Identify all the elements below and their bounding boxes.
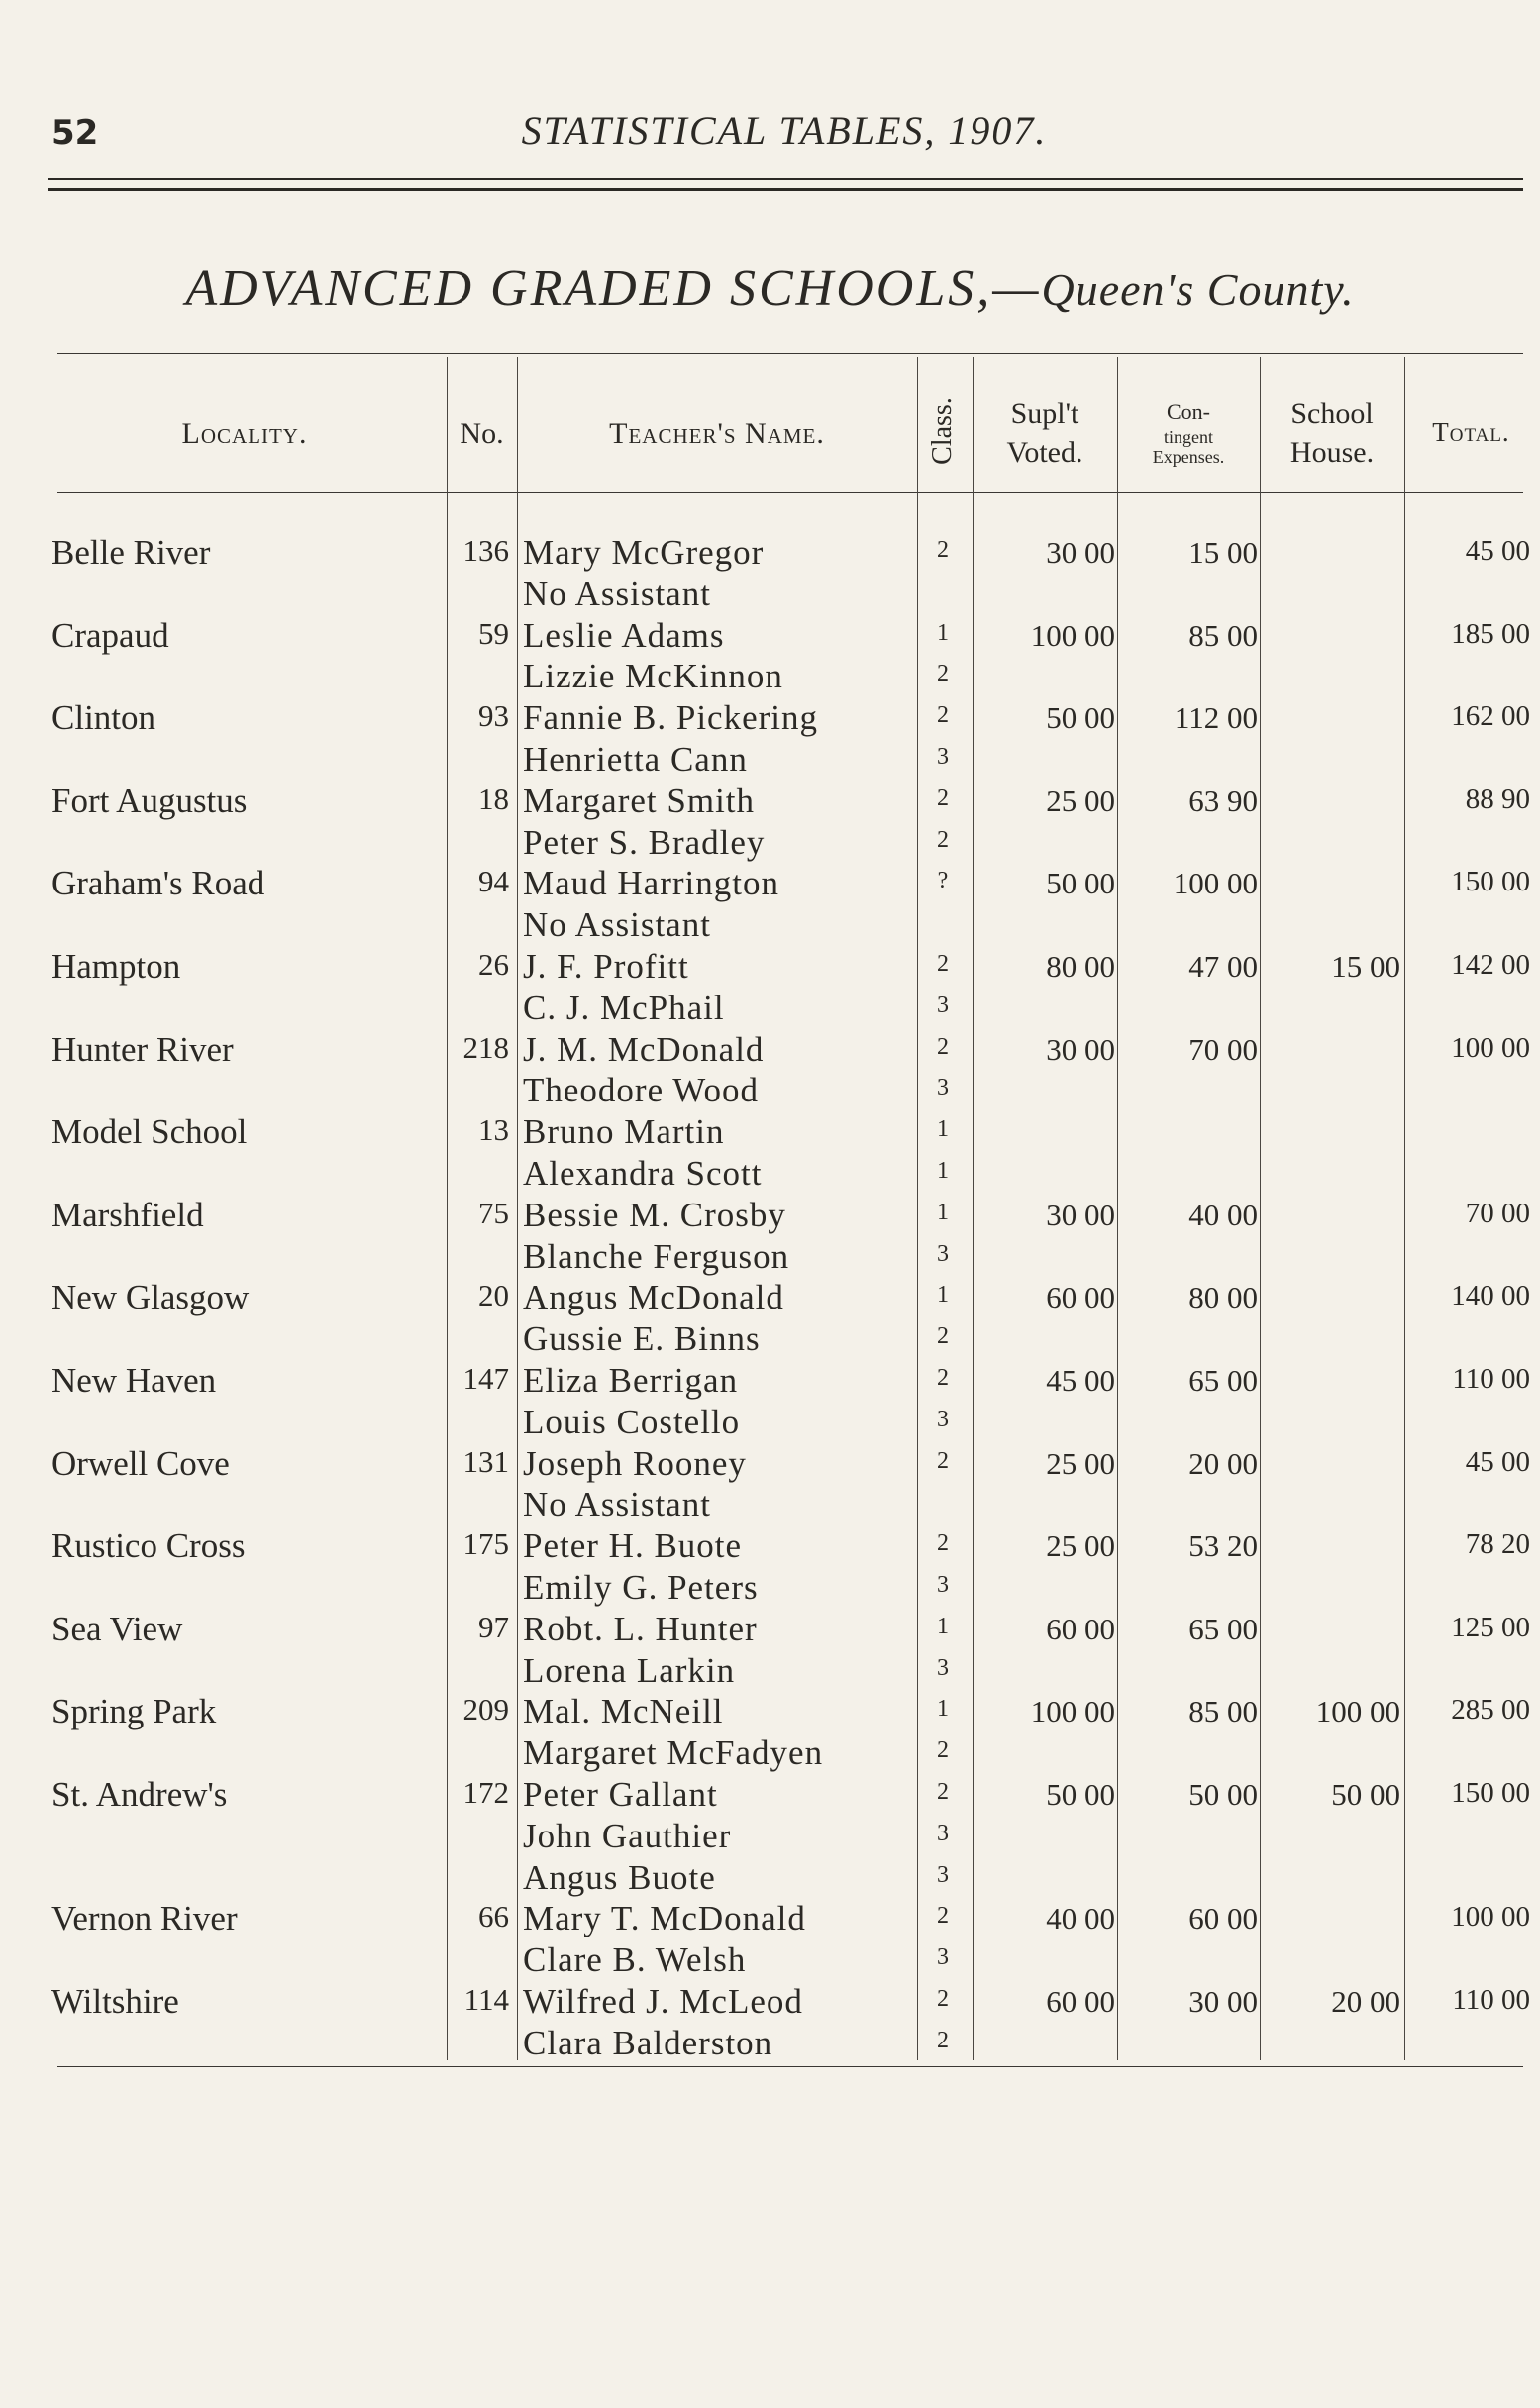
school-number-cell: 59 bbox=[478, 615, 509, 651]
page-number: 52 bbox=[51, 113, 99, 153]
teacher-name-cell: Clare B. Welsh bbox=[523, 1940, 747, 1980]
table-top-rule bbox=[57, 353, 1523, 354]
class-cell: 3 bbox=[937, 1820, 949, 1846]
school-house-cell: 15 00 bbox=[1331, 949, 1400, 984]
contingent-expenses-cell: 85 00 bbox=[1188, 1694, 1258, 1729]
contingent-expenses-cell: 53 20 bbox=[1188, 1528, 1258, 1564]
contingent-expenses-cell: 100 00 bbox=[1173, 866, 1258, 901]
house-label-line2: House. bbox=[1289, 436, 1375, 469]
contingent-expenses-cell: 47 00 bbox=[1188, 949, 1258, 984]
teacher-name-cell: J. M. McDonald bbox=[523, 1029, 765, 1069]
class-cell: 1 bbox=[937, 1116, 949, 1143]
teacher-name-cell: Blanche Ferguson bbox=[523, 1236, 790, 1276]
class-cell: 2 bbox=[937, 1903, 949, 1930]
class-cell: 2 bbox=[937, 1779, 949, 1805]
table-row bbox=[0, 1940, 1540, 1982]
teacher-name-cell: Bessie M. Crosby bbox=[523, 1195, 786, 1234]
supl-label-line1: Supl't bbox=[1010, 397, 1079, 430]
school-house-cell: 20 00 bbox=[1331, 1984, 1400, 2019]
total-cell: 78 20 bbox=[1465, 1528, 1530, 1561]
column-header-total: Total. bbox=[1432, 417, 1510, 448]
contingent-expenses-cell: 30 00 bbox=[1188, 1984, 1258, 2019]
locality-cell: Hunter River bbox=[51, 1029, 234, 1069]
header-double-rule bbox=[48, 178, 1523, 191]
total-cell: 150 00 bbox=[1451, 866, 1530, 898]
class-cell: 2 bbox=[937, 2027, 949, 2053]
table-row bbox=[0, 1071, 1540, 1112]
locality-cell: Clinton bbox=[51, 698, 156, 738]
class-cell: 2 bbox=[937, 1986, 949, 2012]
class-cell: 3 bbox=[937, 1861, 949, 1888]
table-row bbox=[0, 1112, 1540, 1154]
supl-voted-cell: 50 00 bbox=[1046, 1777, 1115, 1812]
section-title-county: Queen's County. bbox=[1041, 264, 1355, 315]
class-cell: 2 bbox=[937, 951, 949, 977]
school-number-cell: 136 bbox=[462, 533, 509, 568]
running-title: STATISTICAL TABLES, 1907. bbox=[521, 108, 1048, 153]
school-number-cell: 18 bbox=[478, 781, 509, 816]
section-title-main: ADVANCED GRADED SCHOOLS,— bbox=[185, 261, 1042, 317]
supl-voted-cell: 100 00 bbox=[1030, 1694, 1115, 1729]
class-cell: 2 bbox=[937, 1033, 949, 1060]
table-row bbox=[0, 1319, 1540, 1361]
school-number-cell: 175 bbox=[462, 1526, 509, 1562]
contingent-expenses-cell: 63 90 bbox=[1188, 783, 1258, 818]
column-header-class bbox=[913, 376, 973, 485]
school-number-cell: 97 bbox=[478, 1609, 509, 1644]
teacher-name-cell: J. F. Profitt bbox=[523, 947, 689, 986]
contingent-expenses-cell: 40 00 bbox=[1188, 1197, 1258, 1232]
table-row bbox=[0, 1361, 1540, 1403]
teacher-name-cell: Peter Gallant bbox=[523, 1775, 718, 1814]
table-row bbox=[0, 947, 1540, 989]
supl-voted-cell: 25 00 bbox=[1046, 1445, 1115, 1481]
school-number-cell: 94 bbox=[478, 864, 509, 899]
table-row bbox=[0, 575, 1540, 616]
class-cell: 2 bbox=[937, 1530, 949, 1557]
table-row bbox=[0, 1982, 1540, 2024]
table-row bbox=[0, 1733, 1540, 1775]
table-row bbox=[0, 1858, 1540, 1900]
class-cell: 2 bbox=[937, 537, 949, 563]
table-row bbox=[0, 905, 1540, 947]
teacher-name-cell: Maud Harrington bbox=[523, 864, 779, 903]
contingent-expenses-cell: 20 00 bbox=[1188, 1445, 1258, 1481]
total-cell: 185 00 bbox=[1451, 617, 1530, 650]
cont-label-line1: Con- bbox=[1166, 399, 1210, 425]
class-cell: 1 bbox=[937, 1199, 949, 1225]
total-cell: 100 00 bbox=[1451, 1901, 1530, 1934]
contingent-expenses-cell: 65 00 bbox=[1188, 1611, 1258, 1646]
class-cell: 3 bbox=[937, 1406, 949, 1432]
school-number-cell: 66 bbox=[478, 1899, 509, 1935]
locality-cell: Belle River bbox=[51, 533, 211, 572]
teacher-name-cell: Fannie B. Pickering bbox=[523, 698, 818, 738]
class-cell: 2 bbox=[937, 785, 949, 811]
class-cell: 1 bbox=[937, 1158, 949, 1184]
locality-cell: Marshfield bbox=[51, 1195, 204, 1234]
teacher-name-cell: Peter S. Bradley bbox=[523, 822, 766, 862]
teacher-name-cell: Leslie Adams bbox=[523, 615, 725, 655]
table-row bbox=[0, 1817, 1540, 1858]
total-cell: 88 90 bbox=[1465, 783, 1530, 815]
locality-cell: New Haven bbox=[51, 1361, 217, 1400]
class-cell: 2 bbox=[937, 1365, 949, 1391]
table-row bbox=[0, 1403, 1540, 1444]
total-cell: 110 00 bbox=[1452, 1363, 1530, 1395]
contingent-expenses-cell: 70 00 bbox=[1188, 1031, 1258, 1067]
contingent-expenses-cell: 50 00 bbox=[1188, 1777, 1258, 1812]
locality-cell: Hampton bbox=[51, 947, 181, 986]
table-row bbox=[0, 657, 1540, 698]
table-row bbox=[0, 1775, 1540, 1817]
class-cell: 1 bbox=[937, 1282, 949, 1309]
supl-voted-cell: 45 00 bbox=[1046, 1363, 1115, 1398]
class-cell: 3 bbox=[937, 1572, 949, 1598]
table-row bbox=[0, 533, 1540, 575]
table-row bbox=[0, 616, 1540, 658]
school-number-cell: 114 bbox=[463, 1982, 509, 2017]
teacher-name-cell: Joseph Rooney bbox=[523, 1443, 747, 1483]
contingent-expenses-cell: 85 00 bbox=[1188, 617, 1258, 653]
house-label-line1: School bbox=[1290, 397, 1374, 430]
locality-cell: Sea View bbox=[51, 1609, 183, 1648]
cont-label-line3: Expenses. bbox=[1152, 447, 1225, 468]
table-row bbox=[0, 1651, 1540, 1693]
contingent-expenses-cell: 112 00 bbox=[1174, 700, 1258, 736]
teacher-name-cell: Mal. McNeill bbox=[523, 1692, 724, 1731]
class-cell: 2 bbox=[937, 826, 949, 853]
table-row bbox=[0, 1196, 1540, 1237]
school-number-cell: 26 bbox=[478, 947, 509, 982]
locality-cell: Spring Park bbox=[51, 1692, 217, 1731]
locality-cell: Wiltshire bbox=[51, 1982, 179, 2021]
table-row bbox=[0, 2024, 1540, 2065]
class-cell: 3 bbox=[937, 1944, 949, 1971]
column-header-school-house bbox=[1260, 368, 1404, 497]
contingent-expenses-cell: 15 00 bbox=[1188, 535, 1258, 570]
class-cell: 1 bbox=[937, 1696, 949, 1723]
teacher-name-cell: Louis Costello bbox=[523, 1402, 741, 1441]
supl-voted-cell: 50 00 bbox=[1046, 700, 1115, 736]
teacher-name-cell: No Assistant bbox=[523, 905, 711, 945]
class-cell: 3 bbox=[937, 1654, 949, 1681]
table-row bbox=[0, 1444, 1540, 1486]
supl-voted-cell: 30 00 bbox=[1046, 1031, 1115, 1067]
class-cell: 2 bbox=[937, 661, 949, 687]
contingent-expenses-cell: 65 00 bbox=[1188, 1363, 1258, 1398]
teacher-name-cell: Mary McGregor bbox=[523, 533, 765, 572]
column-header-no: No. bbox=[460, 416, 504, 450]
school-number-cell: 172 bbox=[462, 1775, 509, 1810]
teacher-name-cell: Theodore Wood bbox=[523, 1071, 759, 1110]
class-cell: 2 bbox=[937, 1447, 949, 1474]
class-cell: 1 bbox=[937, 619, 949, 646]
teacher-name-cell: Robt. L. Hunter bbox=[523, 1609, 758, 1648]
teacher-name-cell: Angus McDonald bbox=[523, 1278, 784, 1317]
teacher-name-cell: Angus Buote bbox=[523, 1857, 716, 1897]
locality-cell: St. Andrew's bbox=[51, 1775, 228, 1814]
table-row bbox=[0, 782, 1540, 823]
column-header-class-label: Class. bbox=[927, 397, 958, 465]
supl-voted-cell: 60 00 bbox=[1046, 1280, 1115, 1315]
class-cell: 2 bbox=[937, 1737, 949, 1764]
table-row bbox=[0, 1692, 1540, 1733]
teacher-name-cell: Bruno Martin bbox=[523, 1112, 725, 1152]
column-header-contingent bbox=[1117, 368, 1260, 497]
locality-cell: Rustico Cross bbox=[51, 1526, 246, 1566]
teacher-name-cell: Peter H. Buote bbox=[523, 1526, 743, 1566]
total-cell: 162 00 bbox=[1451, 700, 1530, 733]
table-row bbox=[0, 1899, 1540, 1940]
cont-label-line2: tingent bbox=[1163, 426, 1213, 447]
school-number-cell: 75 bbox=[478, 1195, 509, 1230]
school-number-cell: 209 bbox=[462, 1692, 509, 1727]
page-header bbox=[51, 107, 1517, 166]
total-cell: 142 00 bbox=[1451, 949, 1530, 981]
teacher-name-cell: No Assistant bbox=[523, 574, 711, 613]
table-row bbox=[0, 1526, 1540, 1568]
locality-cell: New Glasgow bbox=[51, 1278, 250, 1317]
teacher-name-cell: Clara Balderston bbox=[523, 2023, 773, 2062]
supl-voted-cell: 25 00 bbox=[1046, 783, 1115, 818]
locality-cell: Graham's Road bbox=[51, 864, 265, 903]
class-cell: 3 bbox=[937, 1075, 949, 1101]
class-cell: 2 bbox=[937, 702, 949, 729]
teacher-name-cell: Lizzie McKinnon bbox=[523, 657, 783, 696]
table-row bbox=[0, 1237, 1540, 1279]
table-row bbox=[0, 989, 1540, 1030]
supl-voted-cell: 80 00 bbox=[1046, 949, 1115, 984]
table-row bbox=[0, 698, 1540, 740]
table-row bbox=[0, 1485, 1540, 1526]
total-cell: 45 00 bbox=[1465, 1445, 1530, 1478]
locality-cell: Orwell Cove bbox=[51, 1443, 230, 1483]
supl-voted-cell: 60 00 bbox=[1046, 1611, 1115, 1646]
total-cell: 285 00 bbox=[1451, 1694, 1530, 1727]
table-row bbox=[0, 740, 1540, 782]
total-cell: 150 00 bbox=[1451, 1777, 1530, 1809]
school-house-cell: 50 00 bbox=[1331, 1777, 1400, 1812]
teacher-name-cell: Emily G. Peters bbox=[523, 1568, 759, 1607]
class-cell: 3 bbox=[937, 744, 949, 770]
contingent-expenses-cell: 60 00 bbox=[1188, 1901, 1258, 1937]
total-cell: 125 00 bbox=[1451, 1611, 1530, 1643]
teacher-name-cell: John Gauthier bbox=[523, 1816, 732, 1855]
locality-cell: Fort Augustus bbox=[51, 781, 248, 820]
supl-voted-cell: 25 00 bbox=[1046, 1528, 1115, 1564]
table-row bbox=[0, 1278, 1540, 1319]
total-cell: 45 00 bbox=[1465, 535, 1530, 567]
school-number-cell: 13 bbox=[478, 1112, 509, 1148]
table-row bbox=[0, 864, 1540, 905]
supl-voted-cell: 40 00 bbox=[1046, 1901, 1115, 1937]
teacher-name-cell: Gussie E. Binns bbox=[523, 1319, 761, 1359]
teacher-name-cell: Margaret McFadyen bbox=[523, 1733, 824, 1773]
school-number-cell: 131 bbox=[462, 1443, 509, 1479]
column-header-teacher: Teacher's Name. bbox=[609, 416, 825, 450]
column-header-supl-voted bbox=[973, 368, 1117, 497]
teacher-name-cell: Wilfred J. McLeod bbox=[523, 1982, 803, 2021]
table-bottom-rule bbox=[57, 2066, 1523, 2067]
total-cell: 140 00 bbox=[1451, 1280, 1530, 1312]
class-cell: 2 bbox=[937, 1323, 949, 1350]
supl-label-line2: Voted. bbox=[1006, 436, 1083, 469]
teacher-name-cell: Eliza Berrigan bbox=[523, 1361, 739, 1400]
teacher-name-cell: Lorena Larkin bbox=[523, 1650, 736, 1690]
supl-voted-cell: 100 00 bbox=[1030, 617, 1115, 653]
supl-voted-cell: 60 00 bbox=[1046, 1984, 1115, 2019]
locality-cell: Crapaud bbox=[51, 615, 169, 655]
locality-cell: Model School bbox=[51, 1112, 248, 1152]
section-title bbox=[0, 260, 1540, 318]
teacher-name-cell: Alexandra Scott bbox=[523, 1154, 763, 1193]
class-cell: 3 bbox=[937, 1240, 949, 1267]
supl-voted-cell: 50 00 bbox=[1046, 866, 1115, 901]
total-cell: 100 00 bbox=[1451, 1031, 1530, 1064]
teacher-name-cell: Henrietta Cann bbox=[523, 740, 748, 779]
teacher-name-cell: Mary T. McDonald bbox=[523, 1899, 806, 1938]
teacher-name-cell: No Assistant bbox=[523, 1485, 711, 1524]
school-number-cell: 218 bbox=[462, 1029, 509, 1065]
locality-cell: Vernon River bbox=[51, 1899, 238, 1938]
table-row bbox=[0, 823, 1540, 865]
supl-voted-cell: 30 00 bbox=[1046, 1197, 1115, 1232]
supl-voted-cell: 30 00 bbox=[1046, 535, 1115, 570]
total-cell: 110 00 bbox=[1452, 1984, 1530, 2016]
table-row bbox=[0, 1568, 1540, 1610]
school-house-cell: 100 00 bbox=[1315, 1694, 1400, 1729]
class-cell: 3 bbox=[937, 992, 949, 1018]
school-number-cell: 93 bbox=[478, 698, 509, 734]
contingent-expenses-cell: 80 00 bbox=[1188, 1280, 1258, 1315]
teacher-name-cell: Margaret Smith bbox=[523, 781, 756, 820]
table-row bbox=[0, 1030, 1540, 1072]
column-header-locality: Locality. bbox=[181, 416, 308, 450]
teacher-name-cell: C. J. McPhail bbox=[523, 988, 725, 1027]
class-cell: ? bbox=[937, 868, 949, 894]
school-number-cell: 147 bbox=[462, 1361, 509, 1396]
table-row bbox=[0, 1154, 1540, 1196]
school-number-cell: 20 bbox=[478, 1278, 509, 1313]
total-cell: 70 00 bbox=[1465, 1197, 1530, 1229]
table-row bbox=[0, 1610, 1540, 1651]
class-cell: 1 bbox=[937, 1613, 949, 1639]
